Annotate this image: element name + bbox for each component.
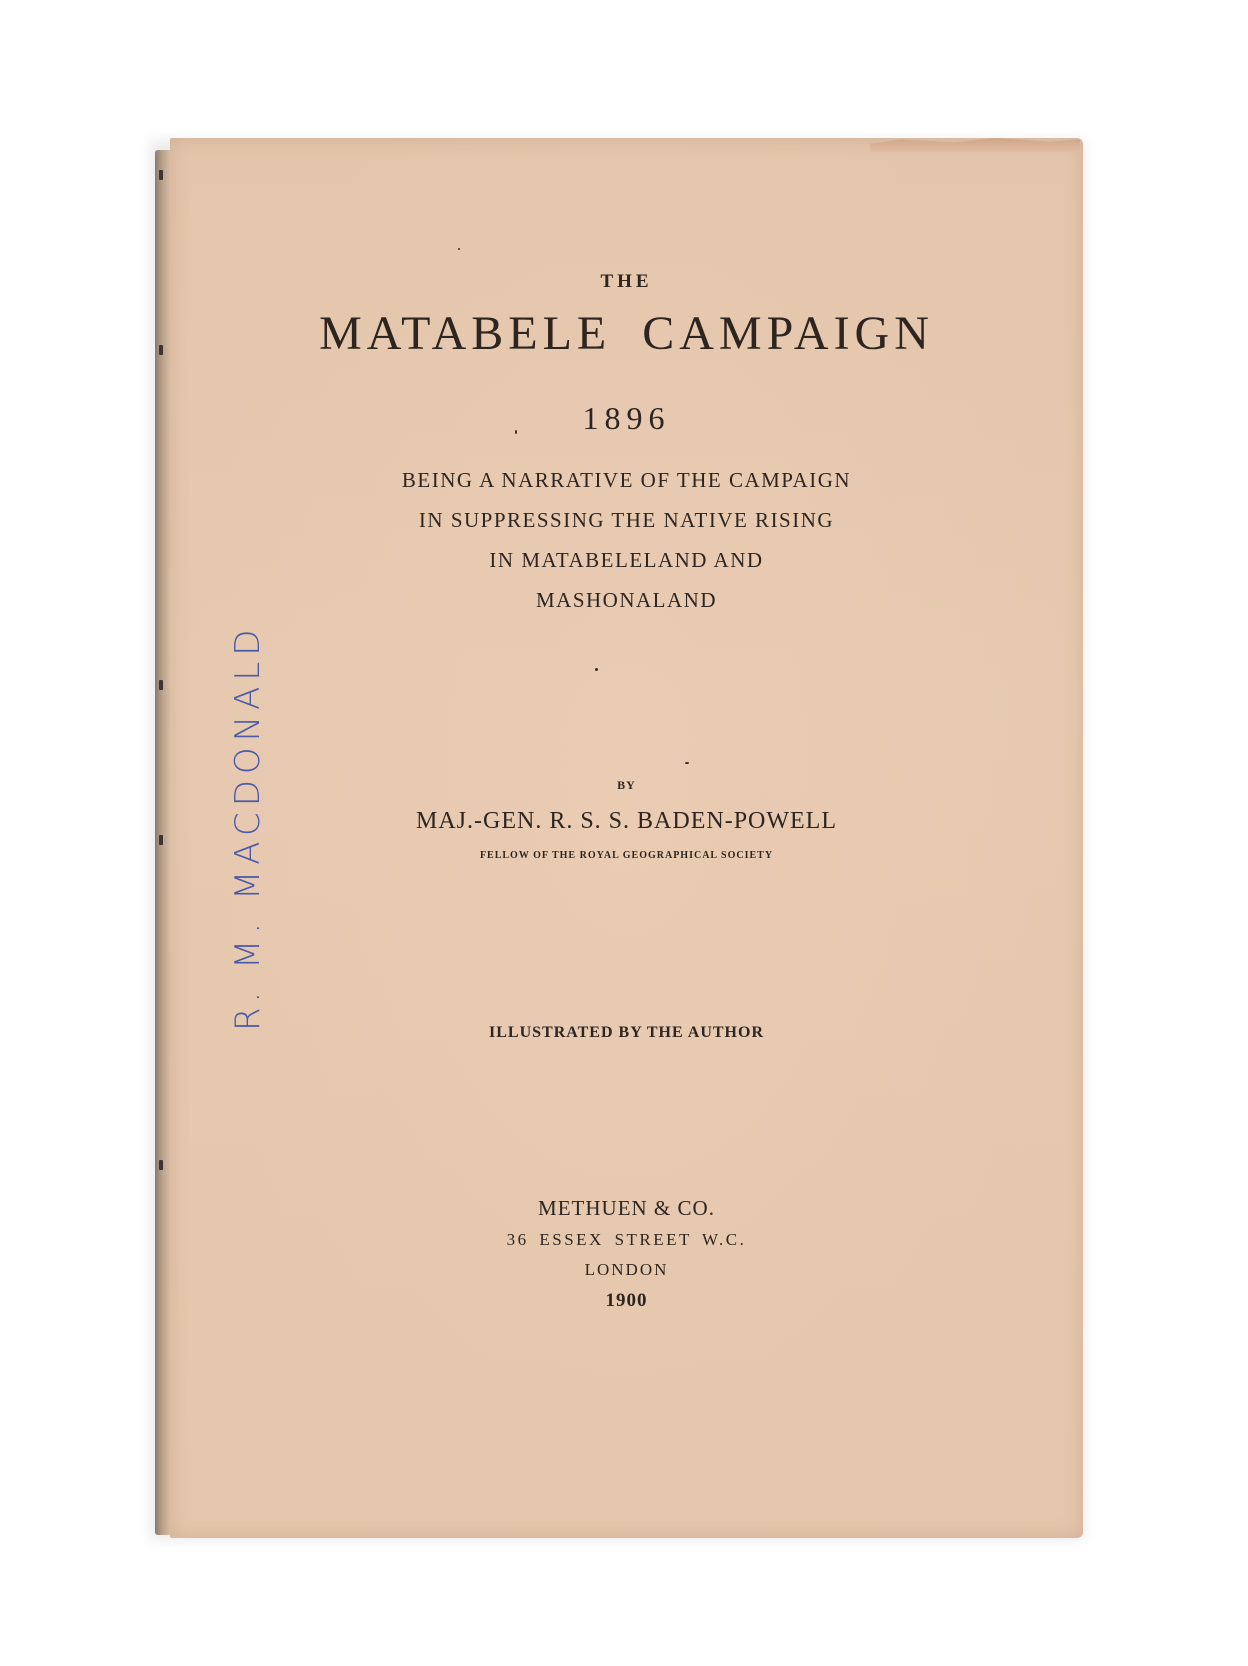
by-label: BY — [617, 778, 636, 792]
torn-corner — [870, 138, 1080, 152]
book-title: MATABELE CAMPAIGN — [319, 307, 934, 360]
publisher-city: LONDON — [584, 1260, 669, 1279]
handwritten-inscription: R. M. MACDONALD — [228, 623, 268, 1031]
subtitle-line-2: IN SUPPRESSING THE NATIVE RISING — [418, 508, 835, 532]
spine-stitch — [159, 835, 163, 845]
subtitle-line-1: BEING A NARRATIVE OF THE CAMPAIGN — [401, 468, 852, 492]
title-page — [170, 138, 1083, 1538]
paper-speck — [515, 430, 517, 434]
campaign-year: 1896 — [582, 400, 671, 436]
subtitle-line-4: MASHONALAND — [535, 588, 717, 612]
spine-stitch — [159, 345, 163, 355]
paper-speck — [685, 762, 689, 764]
author-affiliation: FELLOW OF THE ROYAL GEOGRAPHICAL SOCIETY — [479, 850, 774, 861]
author-name: MAJ.-GEN. R. S. S. BADEN-POWELL — [416, 808, 837, 834]
publisher-name: METHUEN & CO. — [538, 1196, 715, 1220]
paper-speck — [595, 668, 598, 671]
subtitle-line-3: IN MATABELELAND AND — [489, 548, 764, 572]
spine-stitch — [159, 1160, 163, 1170]
publication-year: 1900 — [605, 1290, 648, 1311]
spine-stitch — [159, 170, 163, 180]
paper-speck — [458, 248, 460, 250]
title-article: THE — [600, 271, 653, 292]
publisher-address: 36 ESSEX STREET W.C. — [506, 1230, 747, 1249]
spine-stitch — [159, 680, 163, 690]
illustration-credit: ILLUSTRATED BY THE AUTHOR — [489, 1024, 764, 1041]
